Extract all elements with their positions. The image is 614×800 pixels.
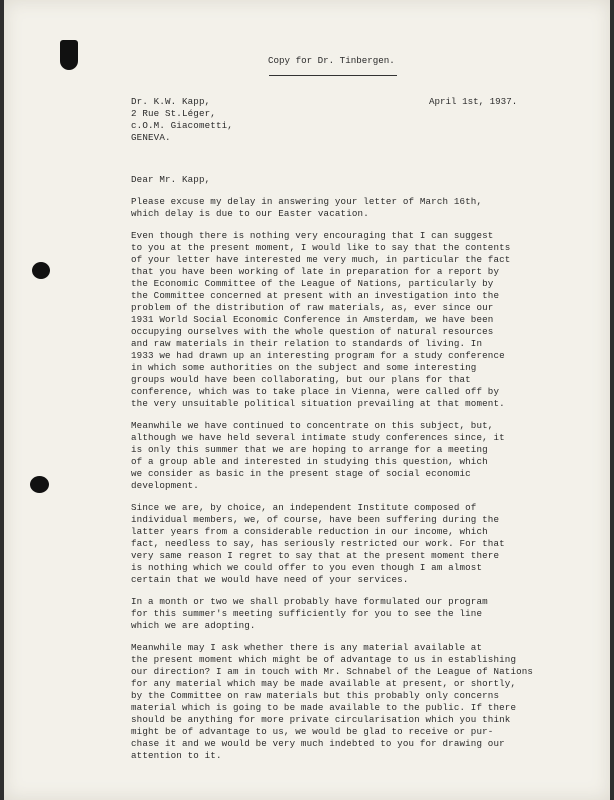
punch-hole-lower [30,476,49,493]
body-line: might be of advantage to us, we would be glad to receive or pur- [131,726,494,737]
body-line: 1931 World Social Economic Conference in Amsterdam, we have been [131,314,494,325]
body-line: material which is going to be made available to the public. If there [131,702,517,713]
body-line: development. [131,480,199,491]
body-line: that you have been working of late in preparation for a report by [131,266,500,277]
body-line: individual members, we, of course, have been suffering during the [131,514,500,525]
letter-date: April 1st, 1937. [429,96,518,107]
body-line: Meanwhile may I ask whether there is any material available at [131,642,483,653]
body-line: in which some authorities on the subject and some interesting [131,362,477,373]
body-line: In a month or two we shall probably have formulated our program [131,596,488,607]
body-line: the Economic Committee of the League of Nations, particularly by [131,278,494,289]
body-line: to you at the present moment, I would like to say that the contents [131,242,511,253]
body-line: certain that we would have need of your services. [131,574,409,585]
body-line: of your letter have interested me very much, in particular the fact [131,254,511,265]
body-line: by the Committee on raw materials but this probably only concerns [131,690,500,701]
heading-underline [269,75,397,76]
body-line: occupying ourselves with the whole question of natural resources [131,326,494,337]
salutation: Dear Mr. Kapp, [131,174,211,185]
body-line: groups would have been collaborating, but our plans for that [131,374,471,385]
body-line: problem of the distribution of raw materials, as, ever since our [131,302,494,313]
body-line: the Committee concerned at present with an investigation into the [131,290,500,301]
address-line: GENEVA. [131,132,171,143]
body-line: the very unsuitable political situation prevailing at that moment. [131,398,505,409]
address-line: Dr. K.W. Kapp, [131,96,211,107]
body-line: of a group able and interested in studying this question, which [131,456,488,467]
body-line: 1933 we had drawn up an interesting program for a study conference [131,350,505,361]
body-line: very same reason I regret to say that at the present moment there [131,550,500,561]
body-line: chase it and we would be very much indebted to you for drawing our [131,738,505,749]
body-line: fact, needless to say, has seriously restricted our work. For that [131,538,505,549]
address-line: c.O.M. Giacometti, [131,120,233,131]
letter-page [4,0,610,800]
punch-hole-top [60,40,78,70]
body-line: for any material which may be made available at present, or shortly, [131,678,517,689]
body-line: is only this summer that we are hoping to arrange for a meeting [131,444,488,455]
copy-for-heading: Copy for Dr. Tinbergen. [268,55,395,66]
body-line: which delay is due to our Easter vacation. [131,208,369,219]
body-line: for this summer's meeting sufficiently for you to see the line [131,608,483,619]
body-line: latter years from a considerable reduction in our income, which [131,526,488,537]
body-line: Meanwhile we have continued to concentrate on this subject, but, [131,420,494,431]
body-line: conference, which was to take place in Vienna, were called off by [131,386,500,397]
body-line: although we have held several intimate study conferences since, it [131,432,505,443]
body-line: and raw materials in their relation to standards of living. In [131,338,483,349]
body-line: which we are adopting. [131,620,256,631]
body-line: the present moment which might be of advantage to us in establishing [131,654,517,665]
body-line: should be anything for more private circularisation which you think [131,714,511,725]
body-line: our direction? I am in touch with Mr. Schnabel of the League of Nations [131,666,534,677]
body-line: attention to it. [131,750,222,761]
body-line: is nothing which we could offer to you even though I am almost [131,562,483,573]
body-line: we consider as basic in the present stage of social economic [131,468,471,479]
body-line: Even though there is nothing very encouraging that I can suggest [131,230,494,241]
punch-hole-middle [32,262,50,279]
address-line: 2 Rue St.Léger, [131,108,216,119]
body-line: Since we are, by choice, an independent Institute composed of [131,502,477,513]
body-line: Please excuse my delay in answering your letter of March 16th, [131,196,483,207]
